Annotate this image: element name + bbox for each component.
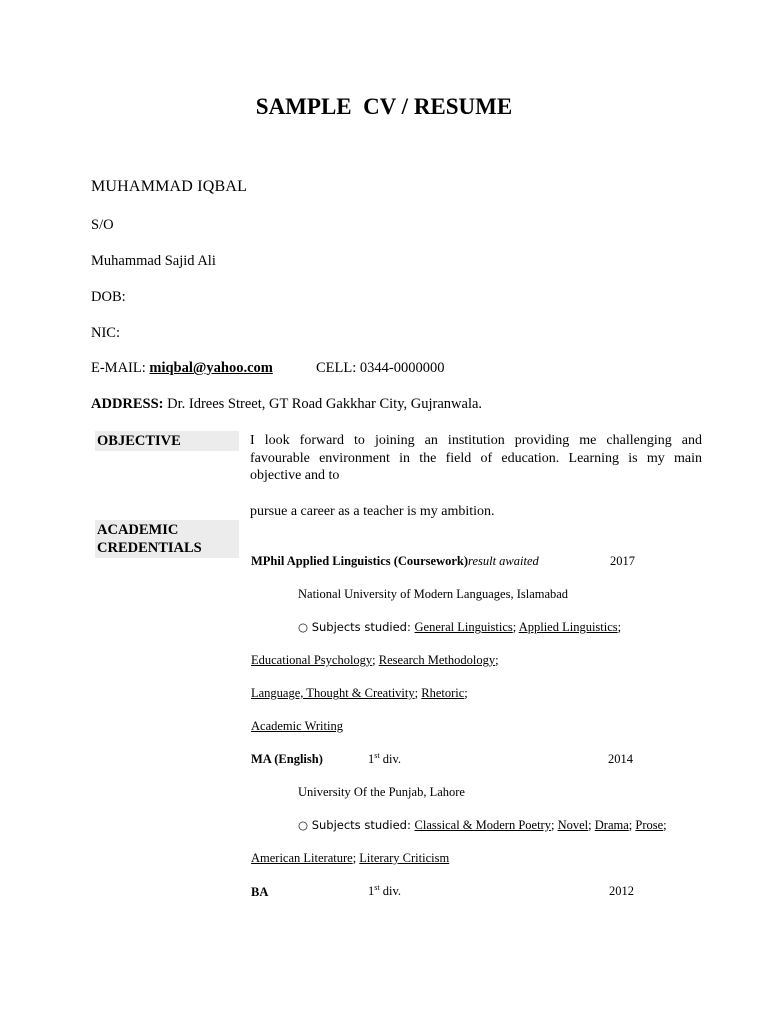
subject-link[interactable]: Literary Criticism [359, 851, 450, 865]
subject-link[interactable]: Novel [557, 818, 589, 832]
mphil-year: 2017 [610, 554, 635, 568]
degree-note: result awaited [468, 554, 539, 568]
division-sup: st [374, 750, 380, 760]
father-name: Muhammad Sajid Ali [91, 253, 216, 269]
candidate-name: MUHAMMAD IQBAL [91, 178, 248, 195]
nic-label: NIC: [91, 325, 120, 341]
address-line [91, 396, 482, 413]
so-label: S/O [91, 217, 114, 233]
division-rest: div. [379, 884, 402, 898]
objective-line: pursue a career as a teacher is my ambition. [250, 504, 495, 519]
ba-division [368, 884, 401, 899]
subjects-label: ○ Subjects studied: [298, 620, 415, 634]
email-label: E-MAIL: [91, 360, 150, 376]
division-num: 1 [368, 884, 375, 898]
subject-link[interactable]: Rhetoric [421, 686, 465, 700]
academic-heading-line: CREDENTIALS [97, 540, 202, 556]
objective-line: favourable environment in the field of education. Learning is my main [250, 450, 702, 466]
ma-subjects-line: American Literature; Literary Criticism [251, 851, 450, 865]
subject-link[interactable]: Prose [635, 818, 664, 832]
objective-heading: OBJECTIVE [95, 431, 239, 451]
mphil-institution: National University of Modern Languages, Islamabad [298, 587, 569, 601]
subjects-label: ○ Subjects studied: [298, 818, 415, 832]
division-sup: st [374, 882, 380, 892]
subject-link[interactable]: Classical & Modern Poetry [414, 818, 551, 832]
academic-heading [95, 520, 239, 558]
page-title: SAMPLE CV / RESUME [255, 94, 513, 119]
subject-link[interactable]: General Linguistics [414, 620, 513, 634]
email-line [91, 360, 273, 377]
mphil-subjects-line: Educational Psychology; Research Methodology; [251, 653, 499, 667]
degree-title: MPhil Applied Linguistics (Coursework) [251, 554, 469, 568]
subject-link[interactable]: Academic Writing [251, 719, 343, 733]
ba-degree: BA [251, 885, 269, 899]
subject-link[interactable]: Language, Thought & Creativity [251, 686, 415, 700]
subject-link[interactable]: Educational Psychology [251, 653, 373, 667]
academic-heading-line: ACADEMIC [97, 522, 179, 538]
ma-division [368, 752, 401, 767]
address-label: ADDRESS: [91, 396, 164, 412]
mphil-degree [251, 554, 539, 569]
subject-link[interactable]: Applied Linguistics [518, 620, 618, 634]
address-value: Dr. Idrees Street, GT Road Gakkhar City, Gujranwala. [163, 396, 483, 412]
ma-degree: MA (English) [251, 752, 323, 766]
mphil-subjects-line [251, 719, 343, 734]
subject-link[interactable]: American Literature [251, 851, 353, 865]
division-rest: div. [379, 752, 402, 766]
ma-year: 2014 [608, 752, 633, 766]
objective-line: objective and to [250, 468, 340, 483]
subject-link[interactable]: Research Methodology [378, 653, 496, 667]
division-num: 1 [368, 752, 375, 766]
dob-label: DOB: [91, 289, 126, 305]
ma-institution: University Of the Punjab, Lahore [298, 785, 465, 799]
ma-subjects-line: ○ Subjects studied: Classical & Modern Poetry; Novel; Drama; Prose; [298, 818, 667, 832]
subject-link[interactable]: Drama [594, 818, 629, 832]
ba-year: 2012 [609, 884, 634, 898]
mphil-subjects-line: ○ Subjects studied: General Linguistics; Applied Linguistics; [298, 620, 622, 634]
objective-text [250, 432, 702, 485]
cell-number: CELL: 0344-0000000 [316, 360, 445, 376]
objective-line: I look forward to joining an institution providing me challenging and [250, 433, 702, 448]
email-link[interactable]: miqbal@yahoo.com [149, 360, 273, 376]
mphil-subjects-line: Language, Thought & Creativity; Rhetoric; [251, 686, 468, 700]
